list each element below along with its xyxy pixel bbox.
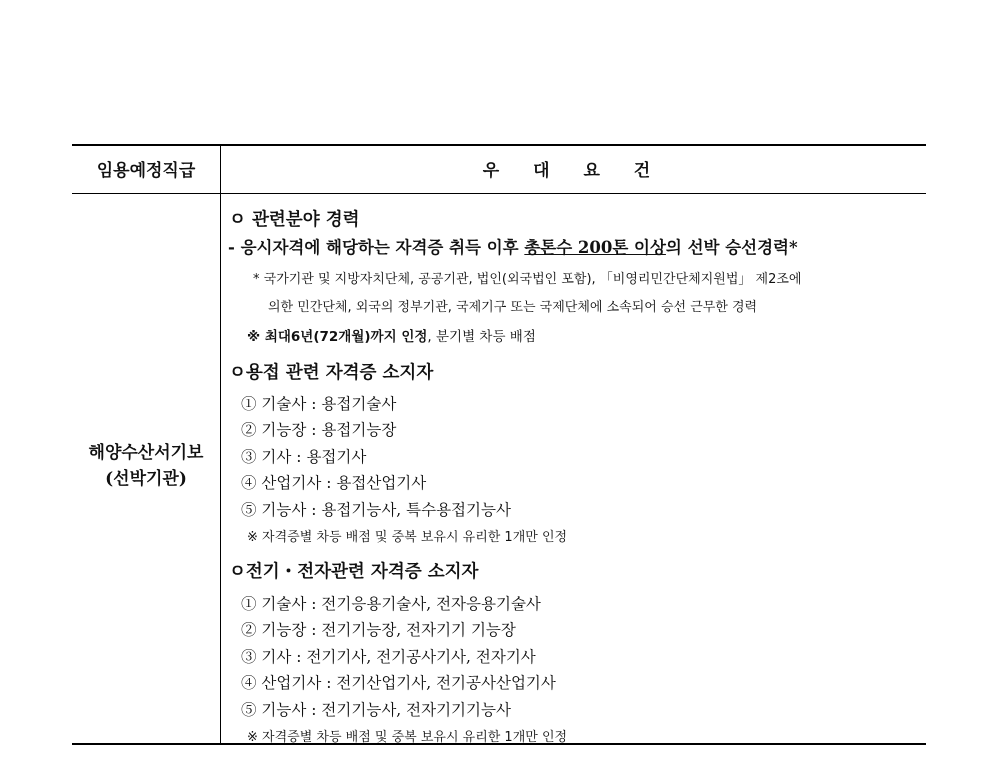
electric-item-3: ③ 기사 : 전기기사, 전기공사기사, 전자기사 <box>241 648 536 666</box>
electric-item-5: ⑤ 기능사 : 전기기능사, 전자기기기능사 <box>241 701 511 719</box>
career-title: ㅇ 관련분야 경력 <box>229 210 360 230</box>
electric-item-2: ② 기능장 : 전기기능장, 전자기기 기능장 <box>241 621 516 639</box>
welding-title: ㅇ용접 관련 자격증 소지자 <box>229 363 434 383</box>
header-conditions: 우 대 요 건 <box>482 161 665 181</box>
header-rank: 임용예정직급 <box>96 161 196 181</box>
career-limit: ※ 최대6년(72개월)까지 인정, 분기별 차등 배점 <box>247 329 536 345</box>
electric-note: ※ 자격증별 차등 배점 및 중복 보유시 유리한 1개만 인정 <box>247 730 568 745</box>
welding-note: ※ 자격증별 차등 배점 및 중복 보유시 유리한 1개만 인정 <box>247 530 568 545</box>
electric-title: ㅇ전기・전자관련 자격증 소지자 <box>229 562 479 582</box>
welding-item-4: ④ 산업기사 : 용접산업기사 <box>241 474 427 492</box>
column-divider <box>220 144 221 745</box>
welding-item-2: ② 기능장 : 용접기능장 <box>241 421 397 439</box>
tonnage-underlined: 총톤수 200톤 이상 <box>524 238 666 257</box>
header-divider <box>72 193 926 194</box>
electric-item-1: ① 기술사 : 전기응용기술사, 전자응용기술사 <box>241 595 541 613</box>
rank-subtitle: (선박기관) <box>105 469 187 489</box>
career-requirement: - 응시자격에 해당하는 자격증 취득 이후 총톤수 200톤 이상의 선박 승선경력* <box>228 238 798 257</box>
welding-item-1: ① 기술사 : 용접기술사 <box>241 395 397 413</box>
rank-cell <box>72 440 220 492</box>
career-note-1: * 국가기관 및 지방자치단체, 공공기관, 법인(외국법인 포함), 「비영리민간단체지원법」 제2조에 <box>253 272 802 287</box>
welding-item-3: ③ 기사 : 용접기사 <box>241 448 367 466</box>
career-note-2: 의한 민간단체, 외국의 정부기관, 국제기구 또는 국제단체에 소속되어 승선 근무한 경력 <box>268 300 758 315</box>
rank-title: 해양수산서기보 <box>88 443 204 463</box>
welding-item-5: ⑤ 기능사 : 용접기능사, 특수용접기능사 <box>241 501 511 519</box>
electric-item-4: ④ 산업기사 : 전기산업기사, 전기공사산업기사 <box>241 674 556 692</box>
qualification-table <box>72 144 926 745</box>
